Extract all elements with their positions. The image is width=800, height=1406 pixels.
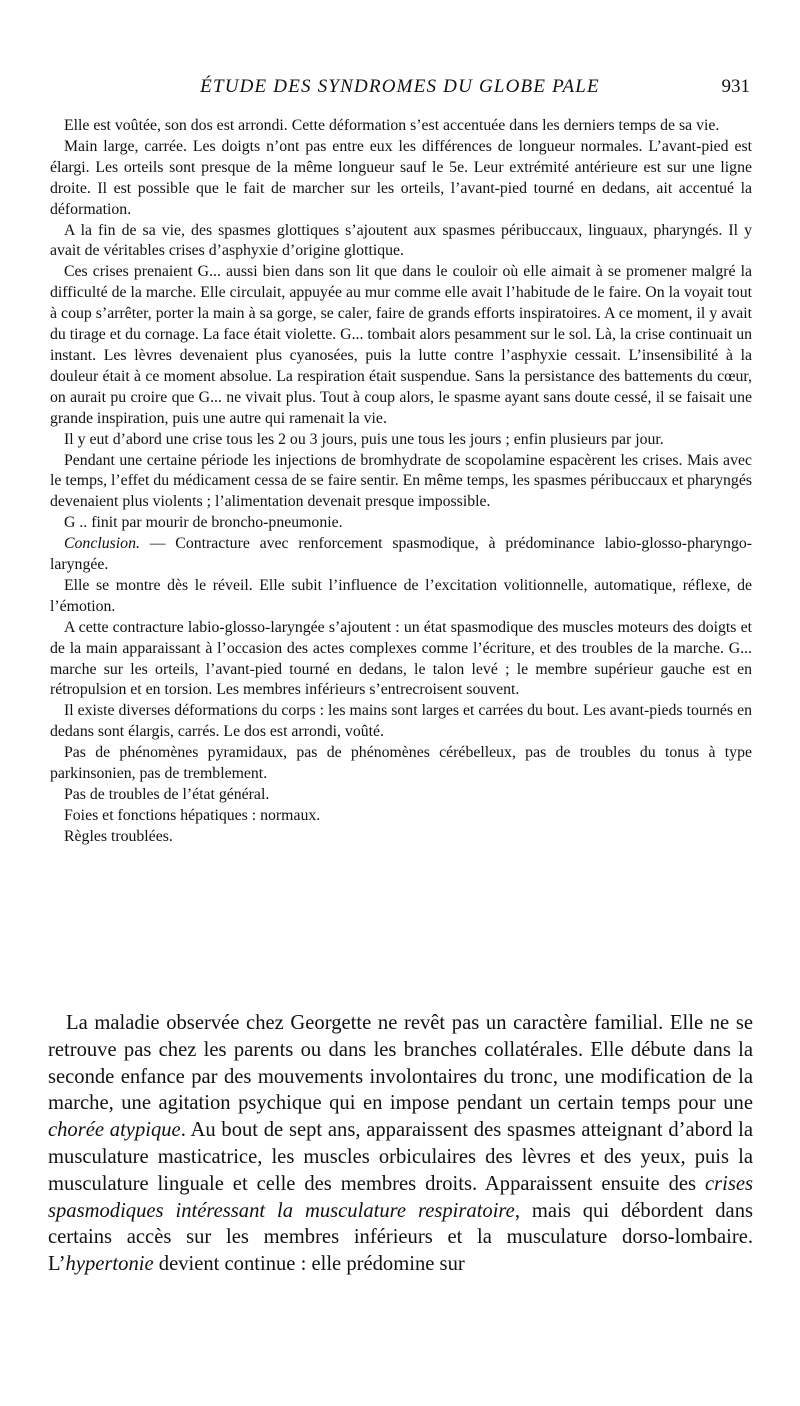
text-run: , mais qui débordent dans certains accès sur les membres inférieurs et la musculature dorso-lombaire. L’ xyxy=(48,1199,753,1276)
paragraph: Pas de troubles de l’état général. xyxy=(64,786,270,803)
paragraph: Foies et fonctions hépatiques : normaux. xyxy=(64,806,321,824)
paragraph: Main large, carrée. Les doigts n’ont pas entre eux les différences de longueur normales. L’avant-pied est élargi. Les orteils sont presque de la même longueur sauf le 5e. Leur extrémité antérieure est sur une ligne droite. Il est possible que le fait de marcher sur les orteils, l’avant-pied tourné en dedans, ait accentué la déformation. xyxy=(50,137,752,218)
paragraph: A cette contracture labio-glosso-laryngée s’ajoutent : un état spasmodique des muscles moteurs des doigts et de la main apparaissant à l’occasion des actes complexes comme l’écriture, et des troubles de la marche. G... marche sur les orteils, l’avant-pied tourné en dedans, le talon levé ; le membre supérieur gauche est en rétropulsion et en torsion. Les membres inférieurs s’entrecroisent souvent. xyxy=(50,618,752,699)
conclusion-label: Conclusion. xyxy=(64,535,140,553)
page-header xyxy=(50,76,750,102)
paragraph: Il y eut d’abord une crise tous les 2 ou 3 jours, puis une tous les jours ; enfin plusieurs par jour. xyxy=(64,430,664,448)
paragraph: Elle est voûtée, son dos est arrondi. Cette déformation s’est accentuée dans les derniers temps de sa vie. xyxy=(64,117,720,134)
conclusion-text: — Contracture avec renforcement spasmodique, à prédominance labio-glosso-pharyngo-laryngée. xyxy=(50,535,752,574)
case-report-section xyxy=(50,116,752,848)
page-number: 931 xyxy=(721,76,750,97)
discussion-paragraph xyxy=(48,1010,753,1278)
text-run: . Au bout de sept ans, apparaissent des spasmes atteignant d’abord la musculature masticatrice, les muscles orbiculaires des lèvres et des yeux, puis la musculature linguale et celle des membres droits. Apparaissent ensuite des xyxy=(48,1119,753,1195)
paragraph: G .. finit par mourir de broncho-pneumonie. xyxy=(64,514,343,532)
paragraph: Ces crises prenaient G... aussi bien dans son lit que dans le couloir où elle aimait à se promener malgré la difficulté de la marche. Elle circulait, appuyée au mur comme elle avait l’habitude de le faire. On la voyait tout à coup s’arrêter, porter la main à sa gorge, se caler, faire de grands efforts inspiratoires. A ce moment, il y avait du tirage et du cornage. La face était violette. G... tombait alors pesamment sur le sol. Là, la crise continuait un instant. Les lèvres devenaient plus cyanosées, puis la lutte contre l’asphyxie cessait. L’insensibilité à la douleur était à ce moment absolue. La respiration était suspendue. Sans la persistance des battements du cœur, on aurait pu croire que G... ne vivait plus. Tout à coup alors, le spasme ayant sans doute cessé, il se faisait une grande inspiration, puis une autre qui ramenait la vie. xyxy=(50,263,752,427)
italic-term: hypertonie xyxy=(65,1253,154,1276)
paragraph: Pendant une certaine période les injections de bromhydrate de scopolamine espacèrent les crises. Mais avec le temps, l’effet du médicament cessa de se faire sentir. En même temps, les spasmes péribuccaux et pharyngés devenaient plus violents ; l’alimentation devenait presque impossible. xyxy=(50,451,752,511)
italic-term: chorée atypique xyxy=(48,1119,181,1142)
paragraph: Pas de phénomènes pyramidaux, pas de phénomènes cérébelleux, pas de troubles du tonus à type parkinsonien, pas de tremblement. xyxy=(50,744,752,783)
discussion-section xyxy=(48,1010,753,1278)
conclusion-paragraph xyxy=(50,534,752,576)
running-title: ÉTUDE DES SYNDROMES DU GLOBE PALE xyxy=(200,76,600,97)
paragraph: A la fin de sa vie, des spasmes glottiques s’ajoutent aux spasmes péribuccaux, linguaux, pharyngés. Il y avait de véritables crises d’asphyxie d’origine glottique. xyxy=(50,221,752,260)
text-run: La maladie observée chez Georgette ne revêt pas un caractère familial. Elle ne se retrouve pas chez les parents ou dans les branches collatérales. Elle débute dans la seconde enfance par des mouvements involontaires du tronc, une modification de la marche, une agitation psychique qui en impose pendant un certain temps pour une xyxy=(48,1012,753,1115)
text-run: devient continue : elle prédomine sur xyxy=(153,1253,465,1276)
paragraph: Elle se montre dès le réveil. Elle subit l’influence de l’excitation volitionnelle, automatique, réflexe, de l’émotion. xyxy=(50,576,752,615)
italic-term: crises spasmodiques intéressant la musculature respiratoire xyxy=(48,1172,753,1222)
paragraph: Règles troublées. xyxy=(64,827,173,845)
paragraph: Il existe diverses déformations du corps : les mains sont larges et carrées du bout. Les avant-pieds tournés en dedans sont élargis, carrés. Le dos est arrondi, voûté. xyxy=(50,702,752,741)
